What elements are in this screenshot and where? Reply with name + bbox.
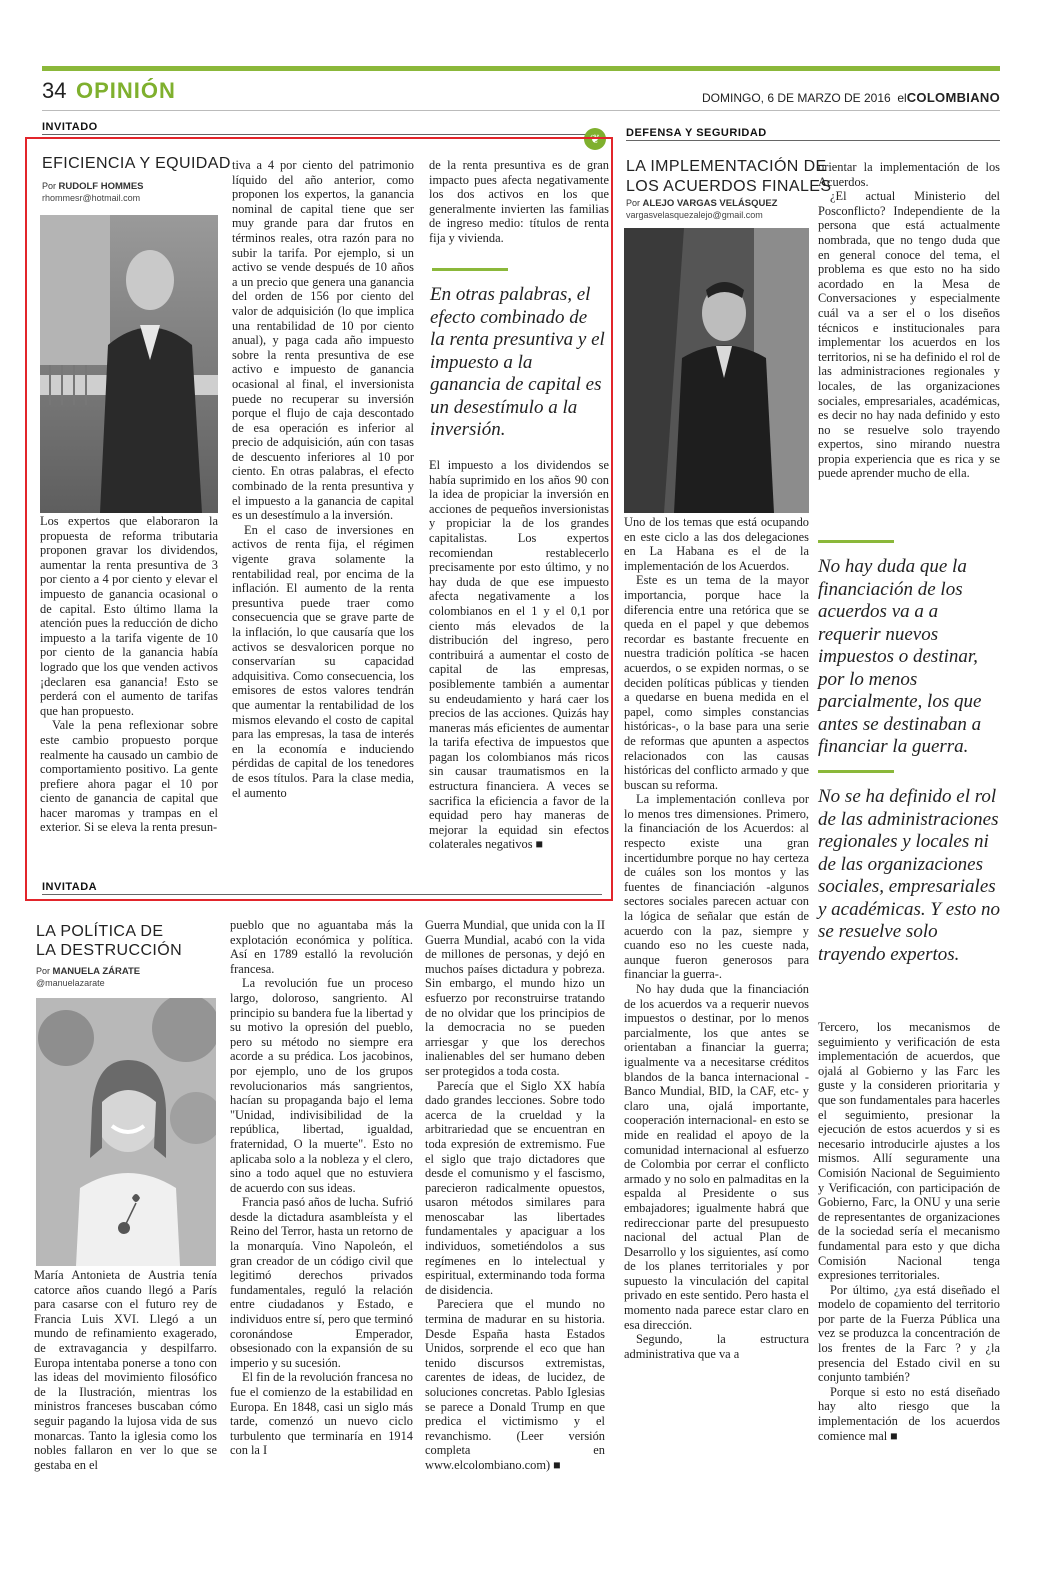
article2-title-line1: LA POLÍTICA DE: [36, 923, 164, 940]
header-divider: [42, 110, 1000, 111]
article3-author: ALEJO VARGAS VELÁSQUEZ: [642, 198, 778, 209]
article1-column-3-bottom: El impuesto a los dividendos se había suprimido en los años 90 con la idea de propiciar la inversión en acciones de pequeños inversionistas y propiciar la de los grandes capitalistas. Los expertos recomiendan restablecerlo precisamente por esto último, y no hay duda de que ese impuesto afecta negativamente a los colombianos en el 1 y el 0,1 por ciento más elevados de la distribución del ingreso, pero contribuirá a aumentar el costo de capital de las empresas, posiblemente también a aumentar su endeudamiento y hará caer los precios de las acciones. Quizás hay maneras más eficientes de aumentar la tarifa efectiva de impuestos que pagan los colombianos más ricos sin causar traumatismos en la estructura financiera. A veces se sacrifica la eficiencia a favor de la equidad pero hay maneras de mejorar la equidad sin efectos colaterales negativos ■: [429, 458, 609, 852]
article2-title-line2: LA DESTRUCCIÓN: [36, 942, 183, 959]
article1-author: RUDOLF HOMMES: [58, 181, 144, 192]
article2-kicker-rule: [42, 894, 602, 895]
paper-prefix: el: [897, 91, 907, 105]
article3-title-line2: LOS ACUERDOS FINALES: [626, 178, 832, 195]
article3-pull-quote-2: No se ha definido el rol de las administraciones regionales y locales ni de las organizaciones sociales, empresariales y académicas. Y esto no se resuelve solo trayendo expertos.: [818, 786, 1001, 965]
article2-byline: Por MANUELA ZÁRATE: [36, 966, 141, 977]
page-number: 34: [42, 78, 67, 103]
header-accent-bar: [42, 66, 1000, 71]
article2-kicker: INVITADA: [42, 881, 98, 893]
paper-name: COLOMBIANO: [906, 90, 1000, 105]
article1-email: rhommesr@hotmail.com: [42, 193, 141, 203]
leaf-icon: ❦: [584, 128, 606, 150]
article1-column-3-top: de la renta presuntiva es de gran impacto pues afecta negativamente los dos activos en los que generalmente invierten las familias de ingreso medio: títulos de renta fija y vivienda.: [429, 158, 609, 245]
article3-title-line1: LA IMPLEMENTACIÓN DE: [626, 158, 827, 175]
article3-email: vargasvelasquezalejo@gmail.com: [626, 210, 763, 220]
article2-author: MANUELA ZÁRATE: [52, 966, 141, 977]
article3-kicker-rule: [626, 140, 1000, 141]
article1-column-1: Los expertos que elaboraron la propuesta de reforma tributaria proponen gravar los dividendos, aumentar la renta presuntiva de 3 por ciento a 4 por ciento y elevar el impuesto de ganancia ocasional o de capital. Esto último llama la atención pues la reducción de dicho impuesto a la tarifa vigente de 10 por ciento de la ganancia había logrado que los que venden activos ¡declaren esa ganancia! Esto se perderá con el aumento de tarifas que han propuesto. Vale la pena reflexionar sobre este cambio propuesto porque realmente ha causado un cambio de comportamiento positivo. La gente prefiere ahora pagar el 10 por ciento de ganancia de capital que hacer maromas y trampas en el exterior. Si se eleva la renta presun-: [40, 514, 218, 835]
article3-column-2-bottom: Tercero, los mecanismos de seguimiento y verificación de esta implementación de acuerdos, que ojalá al Gobierno y las Farc les guste y la consideren prioritaria y que son fundamentales para hacerles el seguimiento, presionar la ejecución de estos acuerdos y si es necesario introducirle ajustes a los mismos. Allí seguramente una Comisión Nacional de Seguimiento y Verificación, con participación de Gobierno, Farc, la ONU y una serie de representantes de organizaciones de la sociedad sería el mecanismo fundamental para esto y que dicha Comisión Nacional tenga expresiones territoriales. Por último, ¿ya está diseñado el modelo de copamiento del territorio por parte de la Fuerza Pública una vez se produzca la concentración de los frentes de la Farc ? y ¿la presencia del Estado civil en su conjunto también? Porque si esto no está diseñado hay alto riesgo que la implementación de los acuerdos comience mal ■: [818, 1020, 1000, 1443]
article3-byline: Por ALEJO VARGAS VELÁSQUEZ: [626, 198, 778, 209]
article1-byline: Por RUDOLF HOMMES: [42, 181, 144, 192]
article1-pull-quote: En otras palabras, el efecto combinado de la renta presuntiva y el impuesto a la ganancia de capital es un desestímulo a la inversión.: [430, 284, 605, 440]
section-title: OPINIÓN: [76, 78, 176, 103]
article3-pull-quote-1: No hay duda que la financiación de los acuerdos va a a requerir nuevos impuestos o destinar, por lo menos parcialmente, los que antes se destinaban a financiar la guerra.: [818, 556, 982, 757]
article1-column-2: tiva a 4 por ciento del patrimonio líquido del año anterior, como proponen los expertos, la ganancia nominal de capital tiene que ser muy grande para dar frutos en términos reales, otra razón para no subir la tarifa. Por ejemplo, si un activo se vende después de 10 años a un precio que genera una ganancia del orden de 156 por ciento del valor de adquisición (lo que implica una rentabilidad de 10 por ciento anual), y paga cada año impuesto sobre la renta presuntiva de ese activo e impuesto de ganancia ocasional al final, el inversionista puede no recuperar su inversión porque el flujo de caja descontado de esa operación es inferior al precio de adquisición, aún con tasas de descuento inferiores al 10 por ciento. En otras palabras, el efecto combinado de la renta presuntiva y el impuesto a la ganancia de capital es un desestímulo a la inversión. En el caso de inversiones en activos de renta fija, el régimen vigente grava solamente la rentabilidad real, por encima de la inflación. El aumento de la renta presuntiva puede traer como consecuencia que se grave parte de la inflación, lo que causaría que los activos se desvaloricen porque no conservarían su capacidad adquisitiva. Como consecuencia, los emisores de estos valores tendrán que aumentar la rentabilidad de los mismos elevando el costo de capital para las empresas, la tasa de interés en la economía e induciendo pérdidas de capital de los tenedores de esos títulos. Para la clase media, el aumento: [232, 158, 414, 800]
issue-date: DOMINGO, 6 DE MARZO DE 2016: [701, 91, 891, 105]
article3-column-2-top: orientar la implementación de los Acuerdos. ¿El actual Ministerio del Posconflicto? Independiente de la persona que está actualmente nombrada, que no tengo duda que en general conoce del tema, el problema es que esto no ha sido acordado en la Mesa de Conversaciones y especialmente cuál va a ser el o los diseños técnicos e institucionales para implementar los acuerdos en los territorios, ni se ha definido el rol de las administraciones regionales y locales, de las organizaciones sociales, empresariales, académicas, es decir no hay nada definido y esto no se resuelve solo trayendo expertos, sino mirando nuestra propia experiencia que es rica y se puede aprender mucho de ella.: [818, 160, 1000, 481]
highlight-box: [25, 137, 613, 901]
article3-kicker: DEFENSA Y SEGURIDAD: [626, 127, 767, 139]
article1-kicker: INVITADO: [42, 121, 98, 133]
dateline: [680, 90, 1000, 105]
article3-quote1-bar: [818, 540, 894, 543]
article2-column-1: María Antonieta de Austria tenía catorce años cuando llegó a París para casarse con el futuro rey de Francia Luis XVI. Llegó a un mundo de refinamiento exagerado, de extravagancia y despilfarro. Europa intentaba ponerse a tono con las ideas del movimiento filosófico de la Ilustración, mientras los ministros franceses buscaban cómo seguir pagando la lujosa vida de sus monarcas. Tanto la iglesia como los nobles fallaron en ver lo que se gestaba en el: [34, 1268, 217, 1472]
author-photo-manuela-zarate: [36, 998, 216, 1266]
article3-quote2-bar: [818, 770, 894, 773]
article1-title: EFICIENCIA Y EQUIDAD: [42, 155, 231, 172]
article2-handle: @manuelazarate: [36, 978, 105, 988]
article1-kicker-rule: [42, 134, 602, 135]
article2-column-2: pueblo que no aguantaba más la explotación económica y política. Así en 1789 estalló la revolución francesa. La revolución fue un proceso largo, doloroso, sangriento. Al principio su bandera fue la libertad y su motivo la opresión del pueblo, pero su método no siempre era acorde a su prédica. Los jacobinos, por ejemplo, uno de los grupos revolucionarios más sangrientos, hacían su propaganda bajo el lema "Unidad, indivisibilidad de la república, libertad, igualdad, fraternidad, O la muerte". Esto no aplicaba solo a la nobleza y el clero, sino a todo aquel que no estuviera de acuerdo con sus ideas. Francia pasó años de lucha. Sufrió desde la dictadura asambleísta y el Reino del Terror, hasta un retorno de la monarquía. Vino Napoleón, el gran creador de un código civil que legitimó derechos privados fundamentales, reguló la relación entre ciudadanos y Estado, e individuos entre sí, pero que terminó coronándose Emperador, obsesionado con la expansión de su imperio y su sucesión. El fin de la revolución francesa no fue el comienzo de la estabilidad en Europa. En 1848, casi un siglo más tarde, comenzó un nuevo ciclo turbulento que terminaría en 1914 con la I: [230, 918, 413, 1458]
article3-column-1: Uno de los temas que está ocupando en este ciclo a las dos delegaciones en La Habana es el de la implementación de los Acuerdos. Este es un tema de la mayor importancia, porque hace la diferencia entre una retórica que se queda en el papel y que debemos recordar es bastante frecuente en nuestra tradición política -se hacen acuerdos, o se expiden normas, o se deciden políticas públicas y tienden a quedarse en buena medida en el papel, como simples constancias históricas-, o la base para una serie de reformas que apunten a aspectos relacionados con las causas históricas del conflicto armado y que buscan su reforma. La implementación conlleva por lo menos tres dimensiones. Primero, la financiación de los Acuerdos: al respecto existe una gran incertidumbre porque no hay certeza de cuáles son los montos y las fuentes de financiación -algunos sectores sociales parecen actuar con la lógica de señalar que están de acuerdo con la paz, siempre y cuando eso no les cueste nada, aunque fueron generosos para financiar la guerra-. No hay duda que la financiación de los acuerdos va a requerir nuevos impuestos o destinar, por lo menos parcialmente, los que antes se orientaban a financiar la guerra; igualmente va a necesitarse créditos blandos de la banca internacional -Banco Mundial, BID, la CAF, etc- y claro una, ojalá importante, cooperación internacional- en esto se mide en realidad el apoyo de la comunidad internacional al esfuerzo de Colombia por cerrar el conflicto armado y no solo en palmaditas en la espalda al Presidente o sus embajadores; igualmente habrá que redireccionar parte del presupuesto nacional del actual Plan de Desarrollo y los siguientes, así como de los planes territoriales y por supuesto la vinculación del capital privado en este sentido. Pero hasta el momento nada parece estar claro en esa dirección. Segundo, la estructura administrativa que va a: [624, 515, 809, 1361]
article2-column-3: Guerra Mundial, que unida con la II Guerra Mundial, acabó con la vida de millones de personas, y dejó en muchos países dictadura y pobreza. Sin embargo, el mundo hizo un esfuerzo por reconstruirse tratando de no olvidar que los principios de la democracia no se pueden arriesgar y que los derechos inalienables del ser humano deben ser protegidos a toda costa. Parecía que el Siglo XX había dado grandes lecciones. Sobre todo acerca de la crueldad y la arbitrariedad que se encuentran en toda expresión de extremismo. Fue el siglo que trajo dictadores que desde el comunismo y el fascismo, parecieron radicalmente opuestos, usaron métodos similares para menoscabar las libertades fundamentales y apaciguar a los individuos, sometiéndolos a sus regímenes en lo intelectual y espiritual, exterminando toda forma de disidencia. Pareciera que el mundo no termina de madurar en su historia. Desde España hasta Estados Unidos, sorprende el eco que han tenido discursos extremistas, carentes de ideas, de lucidez, de soluciones concretas. Pablo Iglesias se parece a Donald Trump en que predica el victimismo y el revanchismo. (Leer versión completa en www.elcolombiano.com) ■: [425, 918, 605, 1472]
author-photo-alejo-vargas: [624, 228, 809, 513]
